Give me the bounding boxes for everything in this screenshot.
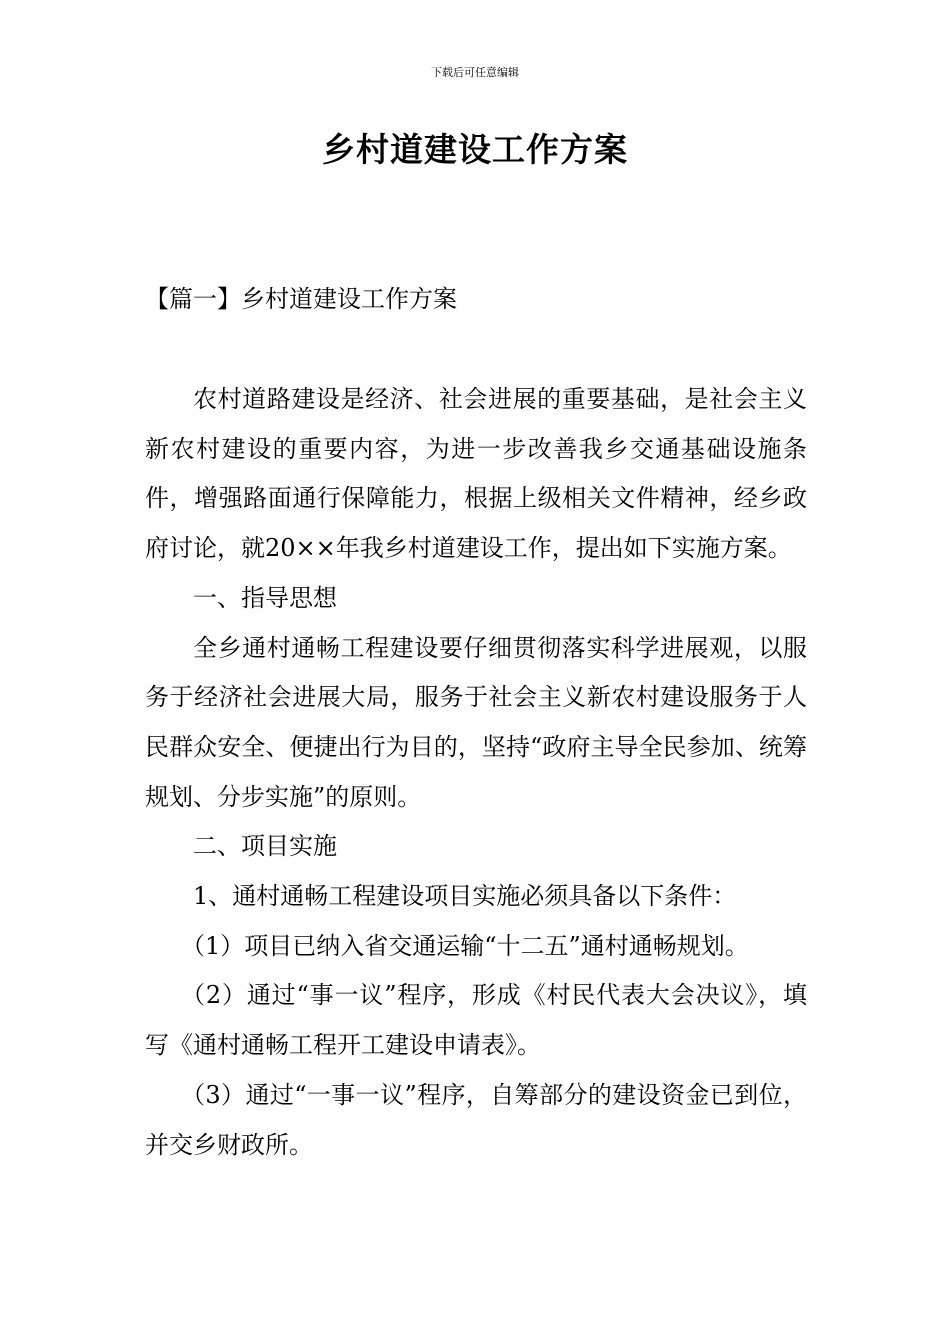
heading-project-implementation: 二、项目实施 xyxy=(193,832,337,861)
document-body xyxy=(145,375,807,1170)
paragraph-intro: 农村道路建设是经济、社会进展的重要基础，是社会主义新农村建设的重要内容，为进一步改善我乡交通基础设施条件，增强路面通行保障能力，根据上级相关文件精神，经乡政府讨论，就20××年我乡村道建设工作，提出如下实施方案。 xyxy=(145,385,807,563)
list-item-condition-1: （1）项目已纳入省交通运输“十二五”通村通畅规划。 xyxy=(181,931,749,960)
paragraph-conditions: 1、通村通畅工程建设项目实施必须具备以下条件： xyxy=(193,882,737,911)
heading-guiding-thought: 一、指导思想 xyxy=(193,583,337,612)
paragraph-guiding-thought: 全乡通村通畅工程建设要仔细贯彻落实科学进展观，以服务于经济社会进展大局，服务于社会主义新农村建设服务于人民群众安全、便捷出行为目的，坚持“政府主导全民参加、统筹规划、分步实施”的原则。 xyxy=(145,633,807,811)
section-heading: 【篇一】乡村道建设工作方案 xyxy=(145,285,457,313)
header-note: 下载后可任意编辑 xyxy=(431,66,519,79)
list-item-condition-3: （3）通过“一事一议”程序，自筹部分的建设资金已到位，并交乡财政所。 xyxy=(145,1080,807,1159)
document-title: 乡村道建设工作方案 xyxy=(322,130,628,169)
list-item-condition-2: （2）通过“事一议”程序，形成《村民代表大会决议》，填写《通村通畅工程开工建设申请表》。 xyxy=(145,981,807,1060)
